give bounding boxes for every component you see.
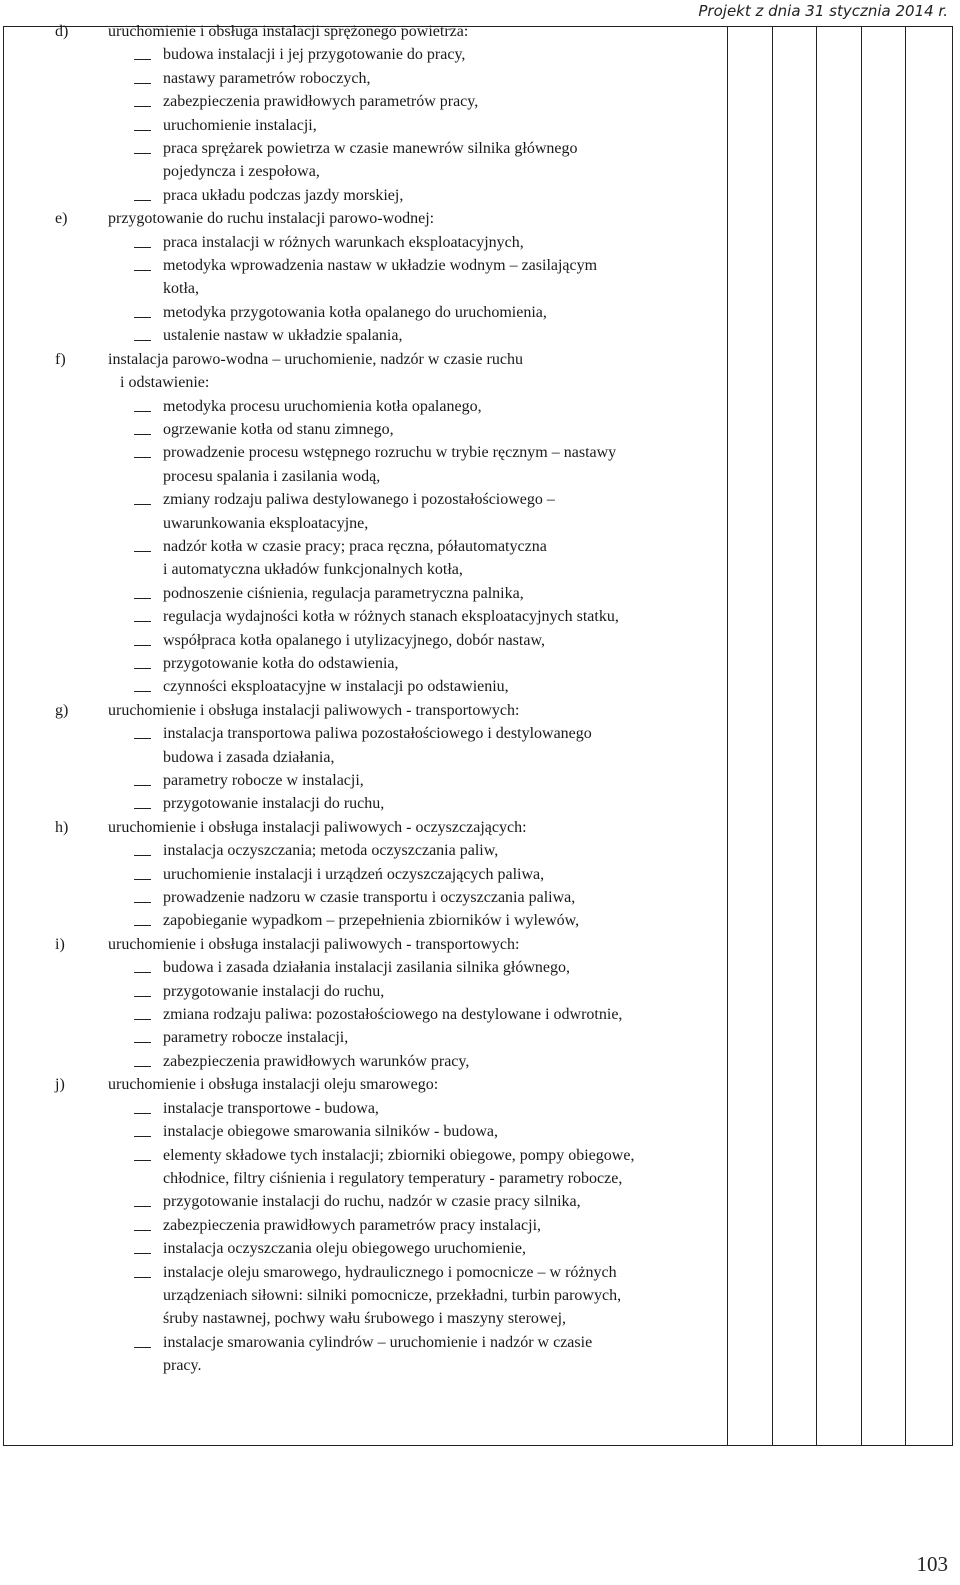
line-text: ustalenie nastaw w układzie spalania, xyxy=(163,327,403,345)
line-text: instalacje oleju smarowego, hydraulicznego i pomocnicze – w różnych xyxy=(163,1263,617,1281)
line-text: zmiana rodzaju paliwa: pozostałościowego na destylowane i odwrotnie, xyxy=(163,1006,623,1024)
dash-bullet xyxy=(134,153,151,154)
dash-bullet xyxy=(134,996,151,997)
line-text: budowa instalacji i jej przygotowanie do pracy, xyxy=(163,46,466,64)
dash-bullet xyxy=(134,1136,151,1137)
dash-bullet xyxy=(134,902,151,903)
line-text: instalacja oczyszczania oleju obiegowego uruchomienie, xyxy=(163,1240,526,1258)
list-item-continuation xyxy=(52,558,732,581)
list-item xyxy=(52,1261,732,1284)
list-item-continuation xyxy=(52,746,732,769)
section-marker: e) xyxy=(55,210,68,228)
line-text: uruchomienie i obsługa instalacji paliwowych - oczyszczających: xyxy=(108,818,527,836)
list-item xyxy=(52,863,732,886)
list-item xyxy=(52,1144,732,1167)
line-text: budowa i zasada działania instalacji zasilania silnika głównego, xyxy=(163,959,570,977)
line-text: uruchomienie i obsługa instalacji paliwowych - transportowych: xyxy=(108,701,520,719)
list-item xyxy=(52,1237,732,1260)
list-item xyxy=(52,1214,732,1237)
line-text: chłodnice, filtry ciśnienia i regulatory temperatury - parametry robocze, xyxy=(163,1169,623,1187)
section-heading xyxy=(52,699,732,722)
dash-bullet xyxy=(134,457,151,458)
dash-bullet xyxy=(134,1253,151,1254)
section-marker: h) xyxy=(55,818,69,836)
list-item xyxy=(52,301,732,324)
line-text: przygotowanie instalacji do ruchu, nadzór w czasie pracy silnika, xyxy=(163,1193,581,1211)
line-text: nadzór kotła w czasie pracy; praca ręczna, półautomatyczna xyxy=(163,537,547,555)
column-divider xyxy=(861,27,862,1445)
list-item xyxy=(52,582,732,605)
line-text: uruchomienie i obsługa instalacji oleju smarowego: xyxy=(108,1076,439,1094)
list-item xyxy=(52,956,732,979)
list-item xyxy=(52,90,732,113)
line-text: prowadzenie procesu wstępnego rozruchu w trybie ręcznym – nastawy xyxy=(163,444,617,462)
list-item xyxy=(52,722,732,745)
dash-bullet xyxy=(134,106,151,107)
list-item xyxy=(52,886,732,909)
list-item-continuation xyxy=(52,1307,732,1330)
section-heading xyxy=(52,816,732,839)
line-text: uwarunkowania eksploatacyjne, xyxy=(163,514,369,532)
content-list xyxy=(52,20,732,1378)
dash-bullet xyxy=(134,1019,151,1020)
line-text: urządzeniach siłowni: silniki pomocnicze, przekładni, turbin parowych, xyxy=(163,1286,622,1304)
line-text: procesu spalania i zasilania wodą, xyxy=(163,467,381,485)
list-item xyxy=(52,1190,732,1213)
line-text: podnoszenie ciśnienia, regulacja parametryczna palnika, xyxy=(163,584,524,602)
page-header: Projekt z dnia 31 stycznia 2014 r. xyxy=(698,2,948,20)
list-item xyxy=(52,418,732,441)
line-text: zapobieganie wypadkom – przepełnienia zbiorników i wylewów, xyxy=(163,912,580,930)
line-text: przygotowanie instalacji do ruchu, xyxy=(163,795,385,813)
list-item xyxy=(52,629,732,652)
list-item xyxy=(52,1050,732,1073)
dash-bullet xyxy=(134,130,151,131)
line-text: i odstawienie: xyxy=(120,374,210,392)
dash-bullet xyxy=(134,785,151,786)
line-text: prowadzenie nadzoru w czasie transportu i oczyszczania paliwa, xyxy=(163,889,576,907)
section-marker: j) xyxy=(55,1076,65,1094)
dash-bullet xyxy=(134,551,151,552)
column-divider xyxy=(816,27,817,1445)
list-item-continuation xyxy=(52,465,732,488)
section-heading xyxy=(52,348,732,371)
line-text: instalacja parowo-wodna – uruchomienie, nadzór w czasie ruchu xyxy=(108,350,523,368)
dash-bullet xyxy=(134,879,151,880)
list-item xyxy=(52,1003,732,1026)
section-heading xyxy=(52,207,732,230)
line-text: zabezpieczenia prawidłowych warunków pracy, xyxy=(163,1052,470,1070)
dash-bullet xyxy=(134,1206,151,1207)
line-text: instalacje smarowania cylindrów – uruchomienie i nadzór w czasie xyxy=(163,1333,593,1351)
list-item xyxy=(52,184,732,207)
line-text: zabezpieczenia prawidłowych parametrów pracy, xyxy=(163,93,479,111)
line-text: kotła, xyxy=(163,280,199,298)
line-text: praca sprężarek powietrza w czasie manewrów silnika głównego xyxy=(163,140,578,158)
line-text: pracy. xyxy=(163,1357,202,1375)
line-text: śruby nastawnej, pochwy wału śrubowego i maszyny sterowej, xyxy=(163,1310,567,1328)
line-text: pojedyncza i zespołowa, xyxy=(163,163,320,181)
dash-bullet xyxy=(134,1042,151,1043)
list-item xyxy=(52,324,732,347)
list-item xyxy=(52,909,732,932)
page-number: 103 xyxy=(916,1552,948,1576)
dash-bullet xyxy=(134,598,151,599)
dash-bullet xyxy=(134,645,151,646)
dash-bullet xyxy=(134,200,151,201)
dash-bullet xyxy=(134,972,151,973)
dash-bullet xyxy=(134,1230,151,1231)
line-text: metodyka przygotowania kotła opalanego do uruchomienia, xyxy=(163,303,547,321)
list-item xyxy=(52,535,732,558)
line-text: praca układu podczas jazdy morskiej, xyxy=(163,186,404,204)
line-text: parametry robocze instalacji, xyxy=(163,1029,349,1047)
dash-bullet xyxy=(134,808,151,809)
line-text: regulacja wydajności kotła w różnych stanach eksploatacyjnych statku, xyxy=(163,608,619,626)
section-marker: d) xyxy=(55,23,69,40)
list-item xyxy=(52,488,732,511)
list-item xyxy=(52,769,732,792)
dash-bullet xyxy=(134,1066,151,1067)
section-marker: g) xyxy=(55,701,69,719)
line-text: instalacje obiegowe smarowania silników - budowa, xyxy=(163,1123,499,1141)
dash-bullet xyxy=(134,504,151,505)
line-text: metodyka wprowadzenia nastaw w układzie wodnym – zasilającym xyxy=(163,257,598,275)
line-text: metodyka procesu uruchomienia kotła opalanego, xyxy=(163,397,482,415)
dash-bullet xyxy=(134,317,151,318)
dash-bullet xyxy=(134,411,151,412)
list-item-continuation xyxy=(52,1354,732,1377)
list-item xyxy=(52,652,732,675)
column-divider xyxy=(772,27,773,1445)
line-text: instalacja transportowa paliwa pozostałościowego i destylowanego xyxy=(163,725,592,743)
section-marker: f) xyxy=(55,350,66,368)
list-item xyxy=(52,980,732,1003)
list-item xyxy=(52,675,732,698)
dash-bullet xyxy=(134,738,151,739)
line-text: parametry robocze w instalacji, xyxy=(163,772,364,789)
section-heading xyxy=(52,20,732,43)
line-text: budowa i zasada działania, xyxy=(163,748,335,766)
list-item xyxy=(52,792,732,815)
dash-bullet xyxy=(134,855,151,856)
list-item xyxy=(52,1097,732,1120)
line-text: ogrzewanie kotła od stanu zimnego, xyxy=(163,420,394,438)
dash-bullet xyxy=(134,1347,151,1348)
dash-bullet xyxy=(134,247,151,248)
list-item xyxy=(52,839,732,862)
line-text: zmiany rodzaju paliwa destylowanego i pozostałościowego – xyxy=(163,491,555,509)
list-item xyxy=(52,605,732,628)
dash-bullet xyxy=(134,925,151,926)
list-item xyxy=(52,254,732,277)
list-item-continuation xyxy=(52,1284,732,1307)
list-item xyxy=(52,1120,732,1143)
list-item xyxy=(52,137,732,160)
line-text: i automatyczna układów funkcjonalnych kotła, xyxy=(163,561,463,579)
line-text: instalacja oczyszczania; metoda oczyszczania paliw, xyxy=(163,842,499,860)
line-text: uruchomienie i obsługa instalacji paliwowych - transportowych: xyxy=(108,935,520,953)
list-item xyxy=(52,1026,732,1049)
dash-bullet xyxy=(134,270,151,271)
list-item xyxy=(52,43,732,66)
section-heading xyxy=(52,933,732,956)
list-item xyxy=(52,67,732,90)
dash-bullet xyxy=(134,340,151,341)
dash-bullet xyxy=(134,668,151,669)
list-item xyxy=(52,395,732,418)
line-text: przygotowanie do ruchu instalacji parowo-wodnej: xyxy=(108,210,435,228)
line-text: praca instalacji w różnych warunkach eksploatacyjnych, xyxy=(163,233,524,251)
list-item-continuation xyxy=(52,277,732,300)
line-text: współpraca kotła opalanego i utylizacyjnego, dobór nastaw, xyxy=(163,631,545,649)
line-text: elementy składowe tych instalacji; zbiorniki obiegowe, pompy obiegowe, xyxy=(163,1146,635,1164)
dash-bullet xyxy=(134,621,151,622)
dash-bullet xyxy=(134,1277,151,1278)
line-text: uruchomienie instalacji, xyxy=(163,116,317,134)
section-heading xyxy=(52,1073,732,1096)
list-item-continuation xyxy=(52,1167,732,1190)
line-text: instalacje transportowe - budowa, xyxy=(163,1099,379,1117)
dash-bullet xyxy=(134,1113,151,1114)
dash-bullet xyxy=(134,691,151,692)
list-item-continuation xyxy=(52,160,732,183)
line-text: uruchomienie instalacji i urządzeń oczyszczających paliwa, xyxy=(163,865,545,883)
line-text: przygotowanie kotła do odstawienia, xyxy=(163,654,399,672)
dash-bullet xyxy=(134,1160,151,1161)
line-text: uruchomienie i obsługa instalacji sprężonego powietrza: xyxy=(108,23,469,40)
column-divider xyxy=(905,27,906,1445)
dash-bullet xyxy=(134,434,151,435)
list-item-continuation xyxy=(52,512,732,535)
dash-bullet xyxy=(134,59,151,60)
line-text: zabezpieczenia prawidłowych parametrów pracy instalacji, xyxy=(163,1216,542,1234)
section-marker: i) xyxy=(55,935,65,953)
list-item xyxy=(52,231,732,254)
list-item xyxy=(52,114,732,137)
list-item xyxy=(52,1331,732,1354)
line-text: czynności eksploatacyjne w instalacji po odstawieniu, xyxy=(163,678,509,696)
line-text: przygotowanie instalacji do ruchu, xyxy=(163,982,385,1000)
line-text: nastawy parametrów roboczych, xyxy=(163,69,371,87)
dash-bullet xyxy=(134,83,151,84)
list-item-continuation xyxy=(52,371,732,394)
list-item xyxy=(52,441,732,464)
